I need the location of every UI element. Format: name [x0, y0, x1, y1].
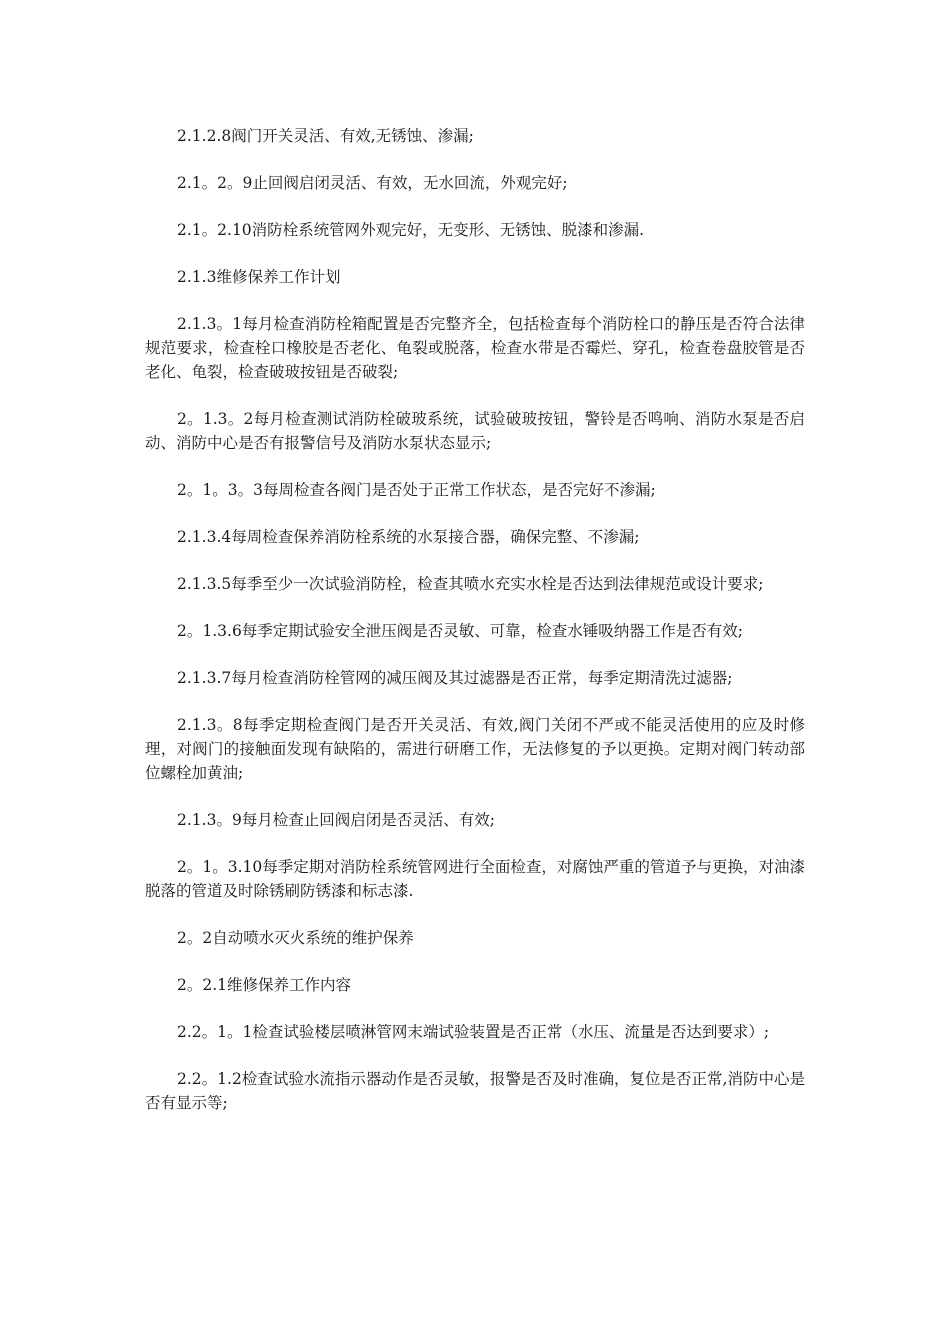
paragraph: 2.1。2.10消防栓系统管网外观完好，无变形、无锈蚀、脱漆和渗漏.	[177, 221, 645, 239]
paragraph: 2.1.3。1每月检查消防栓箱配置是否完整齐全，包括检查每个消防栓口的静压是否符合法律规范要求，检查栓口橡胶是否老化、龟裂或脱落，检查水带是否霉烂、穿孔，检查卷盘胶管是否老化、龟裂，检查破玻按钮是否破裂;	[145, 315, 805, 381]
paragraph: 2。1.3.6每季定期试验安全泄压阀是否灵敏、可靠，检查水锤吸纳器工作是否有效;	[177, 622, 744, 640]
paragraph: 2。1。3.10每季定期对消防栓系统管网进行全面检查，对腐蚀严重的管道予与更换，对油漆脱落的管道及时除锈刷防锈漆和标志漆.	[145, 858, 805, 900]
paragraph: 2.1.3。9每月检查止回阀启闭是否灵活、有效;	[177, 811, 496, 829]
paragraph: 2.1。2。9止回阀启闭灵活、有效，无水回流，外观完好;	[177, 174, 568, 192]
paragraph: 2.2。1.2检查试验水流指示器动作是否灵敏，报警是否及时准确，复位是否正常,消防中心是否有显示等;	[145, 1070, 805, 1112]
paragraph: 2。1.3。2每月检查测试消防栓破玻系统，试验破玻按钮，警铃是否鸣响、消防水泵是否启动、消防中心是否有报警信号及消防水泵状态显示;	[145, 410, 805, 452]
document-body	[145, 124, 805, 1138]
paragraph: 2.1.3.4每周检查保养消防栓系统的水泵接合器，确保完整、不渗漏;	[177, 528, 640, 546]
paragraph: 2.1.3.7每月检查消防栓管网的减压阀及其过滤器是否正常，每季定期清洗过滤器;	[177, 669, 733, 687]
paragraph: 2.1.3。8每季定期检查阀门是否开关灵活、有效,阀门关闭不严或不能灵活使用的应及时修理，对阀门的接触面发现有缺陷的，需进行研磨工作，无法修复的予以更换。定期对阀门转动部位螺栓加黄油;	[145, 716, 805, 782]
section-heading: 2.1.3维修保养工作计划	[177, 268, 341, 286]
paragraph: 2.1.3.5每季至少一次试验消防栓，检查其喷水充实水栓是否达到法律规范或设计要求;	[177, 575, 764, 593]
section-heading: 2。2自动喷水灭火系统的维护保养	[177, 929, 414, 947]
paragraph: 2。1。3。3每周检查各阀门是否处于正常工作状态，是否完好不渗漏;	[177, 481, 656, 499]
paragraph: 2.2。1。1检查试验楼层喷淋管网末端试验装置是否正常（水压、流量是否达到要求）;	[177, 1023, 770, 1041]
section-heading: 2。2.1维修保养工作内容	[177, 976, 352, 994]
paragraph: 2.1.2.8阀门开关灵活、有效,无锈蚀、渗漏;	[177, 127, 474, 145]
